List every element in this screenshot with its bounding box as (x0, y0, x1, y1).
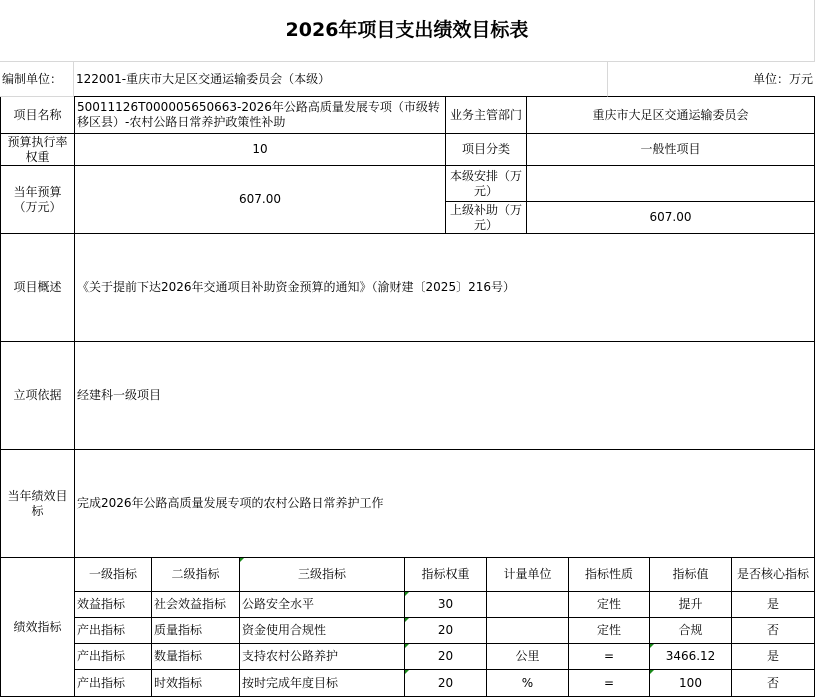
project-name[interactable]: 50011126T000005650663-2026年公路高质量发展专项（市级转移区县）-农村公路日常养护政策性补助 (75, 97, 446, 134)
budget-label: 当年预算（万元） (0, 166, 75, 234)
overview-label: 项目概述 (0, 234, 75, 342)
upper[interactable]: 607.00 (527, 202, 815, 234)
cell-weight[interactable]: 20 (405, 618, 487, 644)
rate-weight-label: 预算执行率权重 (0, 134, 75, 166)
currency-unit: 单位：万元 (608, 62, 815, 97)
goal-label: 当年绩效目标 (0, 450, 75, 558)
header-unit: 计量单位 (487, 558, 569, 592)
cell-level2[interactable]: 社会效益指标 (152, 592, 240, 618)
upper-label: 上级补助（万元） (446, 202, 527, 234)
cell-level1[interactable]: 产出指标 (75, 670, 152, 697)
dept[interactable]: 重庆市大足区交通运输委员会 (527, 97, 815, 134)
local-label: 本级安排（万元） (446, 166, 527, 202)
header-level1: 一级指标 (75, 558, 152, 592)
cell-level2[interactable]: 数量指标 (152, 644, 240, 670)
cell-value[interactable]: 提升 (650, 592, 732, 618)
cell-weight[interactable]: 20 (405, 670, 487, 697)
category[interactable]: 一般性项目 (527, 134, 815, 166)
category-label: 项目分类 (446, 134, 527, 166)
cell-unit[interactable] (487, 592, 569, 618)
unit-label: 编制单位： (0, 62, 74, 97)
cell-level2[interactable]: 时效指标 (152, 670, 240, 697)
unit-value[interactable]: 122001-重庆市大足区交通运输委员会（本级） (74, 62, 608, 97)
cell-level3[interactable]: 按时完成年度目标 (240, 670, 405, 697)
rate-weight[interactable]: 10 (75, 134, 446, 166)
header-value: 指标值 (650, 558, 732, 592)
cell-level1[interactable]: 产出指标 (75, 618, 152, 644)
cell-value[interactable]: 3466.12 (650, 644, 732, 670)
cell-weight[interactable]: 20 (405, 644, 487, 670)
cell-core[interactable]: 否 (732, 618, 815, 644)
cell-unit[interactable]: 公里 (487, 644, 569, 670)
header-level2: 二级指标 (152, 558, 240, 592)
cell-core[interactable]: 是 (732, 592, 815, 618)
cell-value[interactable]: 合规 (650, 618, 732, 644)
dept-label: 业务主管部门 (446, 97, 527, 134)
cell-core[interactable]: 是 (732, 644, 815, 670)
cell-nature[interactable]: = (569, 670, 650, 697)
cell-level1[interactable]: 效益指标 (75, 592, 152, 618)
basis[interactable]: 经建科一级项目 (75, 342, 815, 450)
header-nature: 指标性质 (569, 558, 650, 592)
goal[interactable]: 完成2026年公路高质量发展专项的农村公路日常养护工作 (75, 450, 815, 558)
cell-weight[interactable]: 30 (405, 592, 487, 618)
cell-unit[interactable] (487, 618, 569, 644)
cell-nature[interactable]: 定性 (569, 618, 650, 644)
cell-level3[interactable]: 支持农村公路养护 (240, 644, 405, 670)
project-name-label: 项目名称 (0, 97, 75, 134)
budget[interactable]: 607.00 (75, 166, 446, 234)
header-weight: 指标权重 (405, 558, 487, 592)
cell-level3[interactable]: 公路安全水平 (240, 592, 405, 618)
cell-core[interactable]: 否 (732, 670, 815, 697)
cell-nature[interactable]: 定性 (569, 592, 650, 618)
cell-nature[interactable]: = (569, 644, 650, 670)
header-level3: 三级指标 (240, 558, 405, 592)
page-title: 2026年项目支出绩效目标表 (0, 0, 815, 62)
overview[interactable]: 《关于提前下达2026年交通项目补助资金预算的通知》（渝财建〔2025〕216号） (75, 234, 815, 342)
indicators-label: 绩效指标 (0, 558, 75, 697)
local[interactable] (527, 166, 815, 202)
cell-value[interactable]: 100 (650, 670, 732, 697)
cell-level1[interactable]: 产出指标 (75, 644, 152, 670)
cell-unit[interactable]: % (487, 670, 569, 697)
header-core: 是否核心指标 (732, 558, 815, 592)
basis-label: 立项依据 (0, 342, 75, 450)
cell-level3[interactable]: 资金使用合规性 (240, 618, 405, 644)
cell-level2[interactable]: 质量指标 (152, 618, 240, 644)
